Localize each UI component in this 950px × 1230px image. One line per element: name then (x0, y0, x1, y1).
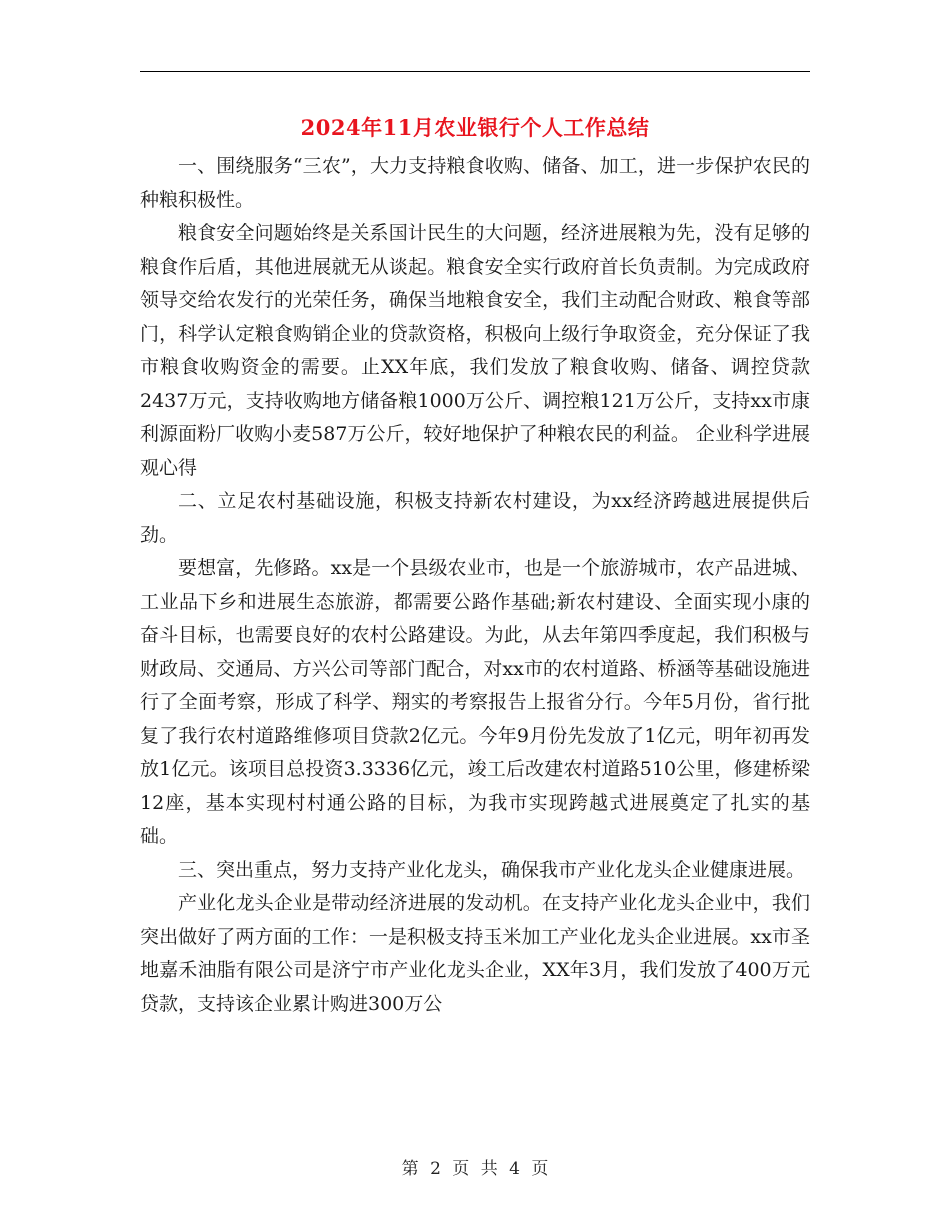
paragraph-6: 产业化龙头企业是带动经济进展的发动机。在支持产业化龙头企业中，我们突出做好了两方面的工作：一是积极支持玉米加工产业化龙头企业进展。xx市圣地嘉禾油脂有限公司是济宁市产业化龙头企业，XX年3月，我们发放了400万元贷款，支持该企业累计购进300万公 (140, 892, 810, 1015)
paragraph-2: 粮食安全问题始终是关系国计民生的大问题，经济进展粮为先，没有足够的粮食作后盾，其他进展就无从谈起。粮食安全实行政府首长负责制。为完成政府领导交给农发行的光荣任务，确保当地粮食安全，我们主动配合财政、粮食等部门，科学认定粮食购销企业的贷款资格，积极向上级行争取资金，充分保证了我市粮食收购资金的需要。止XX年底，我们发放了粮食收购、储备、调控贷款2437万元，支持收购地方储备粮1000万公斤、调控粮121万公斤，支持xx市康利源面粉厂收购小麦587万公斤，较好地保护了种粮农民的利益。 企业科学进展观心得 (140, 222, 810, 479)
document-title: 2024年11月农业银行个人工作总结 (300, 115, 650, 140)
paragraph-1: 一、围绕服务“三农”，大力支持粮食收购、储备、加工，进一步保护农民的种粮积极性。 (140, 155, 810, 211)
paragraph-3: 二、立足农村基础设施，积极支持新农村建设，为xx经济跨越进展提供后劲。 (140, 490, 810, 546)
paragraph-5: 三、突出重点，努力支持产业化龙头，确保我市产业化龙头企业健康进展。 (178, 858, 806, 881)
paragraph-4: 要想富，先修路。xx是一个县级农业市，也是一个旅游城市，农产品进城、工业品下乡和进展生态旅游，都需要公路作基础;新农村建设、全面实现小康的奋斗目标，也需要良好的农村公路建设。为此，从去年第四季度起，我们积极与财政局、交通局、方兴公司等部门配合，对xx市的农村道路、桥涵等基础设施进行了全面考察，形成了科学、翔实的考察报告上报省分行。今年5月份，省行批复了我行农村道路维修项目贷款2亿元。今年9月份先发放了1亿元，明年初再发放1亿元。该项目总投资3.3336亿元，竣工后改建农村道路510公里，修建桥梁12座，基本实现村村通公路的目标，为我市实现跨越式进展奠定了扎实的基础。 (140, 557, 810, 847)
header-rule (140, 71, 810, 72)
document-body (140, 150, 810, 1021)
page-number: 第 2 页 共 4 页 (401, 1159, 549, 1179)
